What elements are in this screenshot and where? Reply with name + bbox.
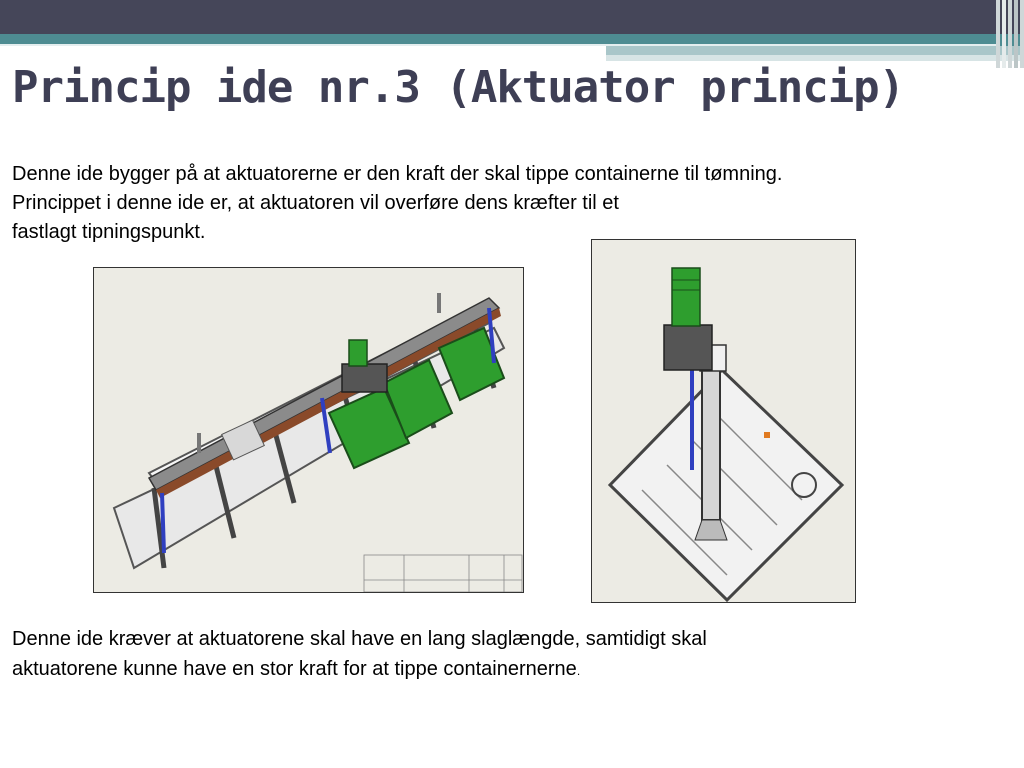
outro-line: Denne ide kræver at aktuatorene skal have en lang slaglængde, samtidigt skal (12, 628, 707, 650)
outro-line (12, 654, 1012, 686)
cad-drawing-side-view (93, 267, 524, 593)
header-decorative-stripes (994, 0, 1024, 68)
cad-drawing-end-view (591, 239, 856, 603)
intro-line: Denne ide bygger på at aktuatorerne er den kraft der skal tippe containerne til tømning. (12, 163, 783, 185)
header-light-strip (606, 46, 1024, 55)
outro-line-text: aktuatorene kunne have en stor kraft for at tippe containernerne (12, 658, 577, 680)
intro-line: fastlagt tipningspunkt. (12, 221, 206, 243)
intro-line: Princippet i denne ide er, at aktuatoren vil overføre dens kræfter til et (12, 192, 619, 214)
header-dark-band (0, 0, 1024, 34)
intro-text (12, 160, 1012, 247)
outro-period: . (576, 664, 581, 678)
header-light-strip-lower (606, 55, 1024, 61)
conclusion-text (12, 624, 1012, 686)
slide-title: Princip ide nr.3 (Aktuator princip) (12, 62, 905, 113)
